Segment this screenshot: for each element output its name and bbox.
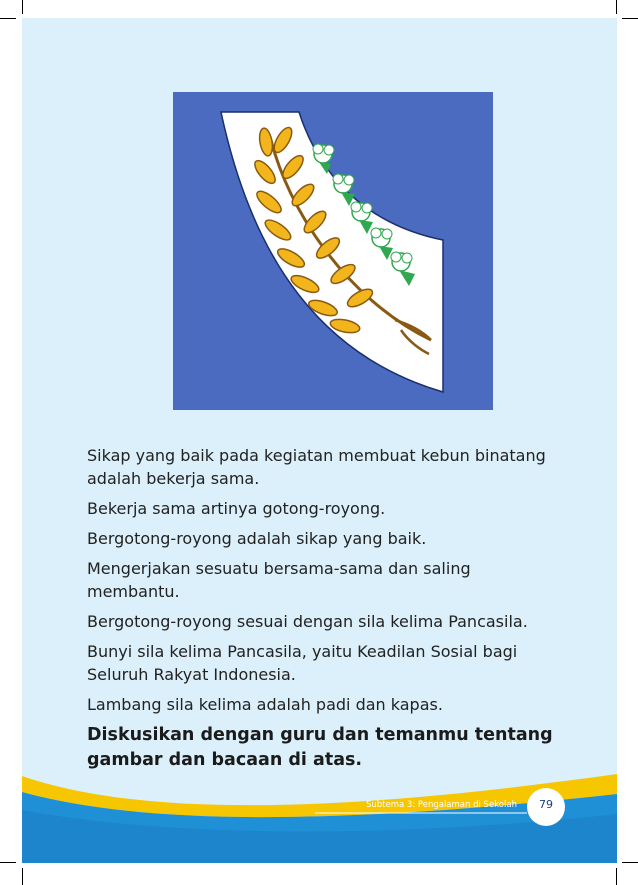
paragraph: Sikap yang baik pada kegiatan membuat kebun binatang adalah bekerja sama. — [87, 446, 546, 488]
padi-dan-kapas-icon — [173, 92, 493, 410]
paragraph: Mengerjakan sesuatu bersama-sama dan saling membantu. — [87, 559, 471, 601]
crop-mark — [22, 0, 23, 14]
crop-mark — [616, 868, 617, 885]
paragraph: Bergotong-royong sesuai dengan sila kelima Pancasila. — [87, 612, 528, 631]
paragraph: Lambang sila kelima adalah padi dan kapas. — [87, 695, 443, 714]
paragraph: Bekerja sama artinya gotong-royong. — [87, 499, 386, 518]
instruction-text: Diskusikan dengan guru dan temanmu tentang gambar dan bacaan di atas. — [87, 725, 553, 770]
reading-text — [87, 444, 567, 780]
crop-mark — [22, 868, 23, 885]
paragraph: Bunyi sila kelima Pancasila, yaitu Keadilan Sosial bagi Seluruh Rakyat Indonesia. — [87, 642, 518, 684]
subtheme-label: Subtema 3: Pengalaman di Sekolah — [366, 800, 517, 810]
crop-mark — [0, 18, 16, 19]
crop-mark — [622, 18, 638, 19]
page-number: 79 — [527, 788, 565, 826]
paragraph: Bergotong-royong adalah sikap yang baik. — [87, 529, 427, 548]
crop-mark — [616, 0, 617, 14]
